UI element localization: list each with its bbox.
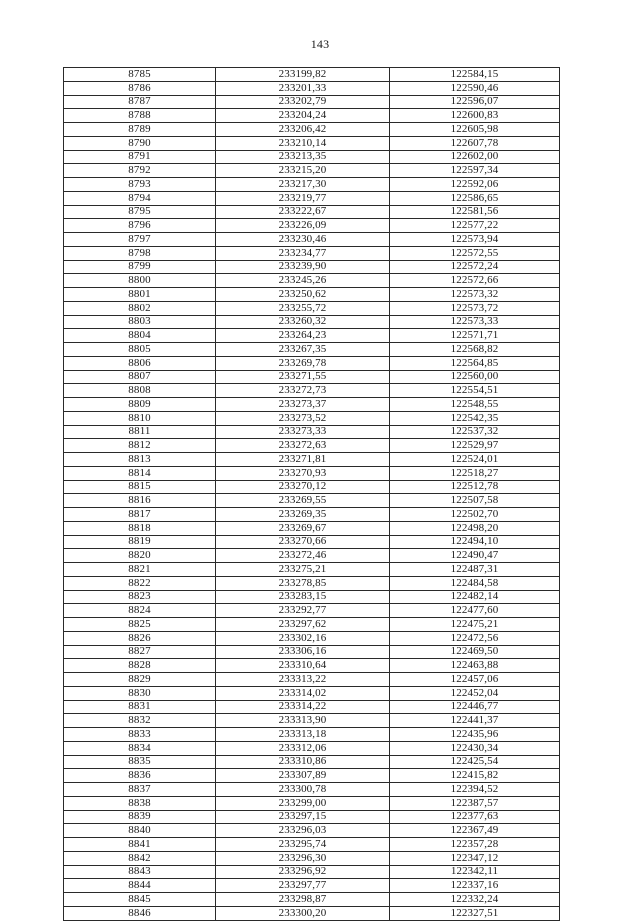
table-row (64, 576, 560, 590)
x-coordinate-cell: 233296,92 (216, 865, 390, 879)
table-row (64, 893, 560, 907)
point-number-cell: 8843 (64, 865, 216, 879)
table-row (64, 824, 560, 838)
y-coordinate-cell: 122596,07 (390, 95, 560, 109)
y-coordinate-cell: 122452,04 (390, 686, 560, 700)
x-coordinate-cell: 233296,03 (216, 824, 390, 838)
table-row (64, 700, 560, 714)
y-coordinate-cell: 122487,31 (390, 563, 560, 577)
x-coordinate-cell: 233245,26 (216, 274, 390, 288)
x-coordinate-cell: 233270,12 (216, 480, 390, 494)
y-coordinate-cell: 122572,66 (390, 274, 560, 288)
y-coordinate-cell: 122573,32 (390, 288, 560, 302)
point-number-cell: 8842 (64, 851, 216, 865)
x-coordinate-cell: 233292,77 (216, 604, 390, 618)
table-row (64, 68, 560, 82)
point-number-cell: 8790 (64, 136, 216, 150)
point-number-cell: 8817 (64, 508, 216, 522)
point-number-cell: 8832 (64, 714, 216, 728)
x-coordinate-cell: 233313,22 (216, 673, 390, 687)
point-number-cell: 8831 (64, 700, 216, 714)
point-number-cell: 8794 (64, 191, 216, 205)
y-coordinate-cell: 122529,97 (390, 439, 560, 453)
table-row (64, 81, 560, 95)
table-row (64, 728, 560, 742)
y-coordinate-cell: 122415,82 (390, 769, 560, 783)
point-number-cell: 8810 (64, 411, 216, 425)
x-coordinate-cell: 233314,02 (216, 686, 390, 700)
table-row (64, 494, 560, 508)
y-coordinate-cell: 122573,33 (390, 315, 560, 329)
y-coordinate-cell: 122573,72 (390, 301, 560, 315)
point-number-cell: 8825 (64, 618, 216, 632)
table-row (64, 411, 560, 425)
table-row (64, 95, 560, 109)
point-number-cell: 8797 (64, 233, 216, 247)
point-number-cell: 8823 (64, 590, 216, 604)
y-coordinate-cell: 122502,70 (390, 508, 560, 522)
x-coordinate-cell: 233217,30 (216, 178, 390, 192)
table-row (64, 590, 560, 604)
point-number-cell: 8846 (64, 906, 216, 920)
point-number-cell: 8808 (64, 384, 216, 398)
y-coordinate-cell: 122571,71 (390, 329, 560, 343)
table-row (64, 246, 560, 260)
y-coordinate-cell: 122542,35 (390, 411, 560, 425)
y-coordinate-cell: 122430,34 (390, 741, 560, 755)
y-coordinate-cell: 122568,82 (390, 343, 560, 357)
table-row (64, 191, 560, 205)
x-coordinate-cell: 233273,52 (216, 411, 390, 425)
table-row (64, 343, 560, 357)
point-number-cell: 8801 (64, 288, 216, 302)
y-coordinate-cell: 122564,85 (390, 356, 560, 370)
table-row (64, 686, 560, 700)
y-coordinate-cell: 122602,00 (390, 150, 560, 164)
x-coordinate-cell: 233297,62 (216, 618, 390, 632)
y-coordinate-cell: 122441,37 (390, 714, 560, 728)
table-row (64, 109, 560, 123)
table-row (64, 205, 560, 219)
point-number-cell: 8816 (64, 494, 216, 508)
x-coordinate-cell: 233296,30 (216, 851, 390, 865)
y-coordinate-cell: 122572,55 (390, 246, 560, 260)
point-number-cell: 8829 (64, 673, 216, 687)
y-coordinate-cell: 122590,46 (390, 81, 560, 95)
point-number-cell: 8812 (64, 439, 216, 453)
point-number-cell: 8789 (64, 123, 216, 137)
point-number-cell: 8811 (64, 425, 216, 439)
point-number-cell: 8839 (64, 810, 216, 824)
y-coordinate-cell: 122537,32 (390, 425, 560, 439)
table-row (64, 356, 560, 370)
y-coordinate-cell: 122518,27 (390, 466, 560, 480)
y-coordinate-cell: 122472,56 (390, 631, 560, 645)
point-number-cell: 8786 (64, 81, 216, 95)
table-row (64, 136, 560, 150)
y-coordinate-cell: 122507,58 (390, 494, 560, 508)
y-coordinate-cell: 122394,52 (390, 783, 560, 797)
table-row (64, 906, 560, 920)
point-number-cell: 8820 (64, 549, 216, 563)
table-row (64, 755, 560, 769)
x-coordinate-cell: 233313,18 (216, 728, 390, 742)
y-coordinate-cell: 122347,12 (390, 851, 560, 865)
table-row (64, 123, 560, 137)
point-number-cell: 8841 (64, 838, 216, 852)
table-row (64, 233, 560, 247)
point-number-cell: 8799 (64, 260, 216, 274)
table-row (64, 398, 560, 412)
table-row (64, 301, 560, 315)
point-number-cell: 8807 (64, 370, 216, 384)
table-row (64, 879, 560, 893)
y-coordinate-cell: 122475,21 (390, 618, 560, 632)
x-coordinate-cell: 233310,64 (216, 659, 390, 673)
y-coordinate-cell: 122605,98 (390, 123, 560, 137)
coordinates-table (63, 67, 560, 921)
y-coordinate-cell: 122548,55 (390, 398, 560, 412)
y-coordinate-cell: 122377,63 (390, 810, 560, 824)
x-coordinate-cell: 233226,09 (216, 219, 390, 233)
table-row (64, 549, 560, 563)
x-coordinate-cell: 233219,77 (216, 191, 390, 205)
y-coordinate-cell: 122367,49 (390, 824, 560, 838)
point-number-cell: 8815 (64, 480, 216, 494)
x-coordinate-cell: 233250,62 (216, 288, 390, 302)
x-coordinate-cell: 233199,82 (216, 68, 390, 82)
point-number-cell: 8802 (64, 301, 216, 315)
point-number-cell: 8818 (64, 521, 216, 535)
point-number-cell: 8795 (64, 205, 216, 219)
point-number-cell: 8838 (64, 796, 216, 810)
y-coordinate-cell: 122425,54 (390, 755, 560, 769)
point-number-cell: 8821 (64, 563, 216, 577)
table-row (64, 673, 560, 687)
x-coordinate-cell: 233307,89 (216, 769, 390, 783)
x-coordinate-cell: 233272,73 (216, 384, 390, 398)
x-coordinate-cell: 233312,06 (216, 741, 390, 755)
table-row (64, 838, 560, 852)
x-coordinate-cell: 233269,55 (216, 494, 390, 508)
table-row (64, 425, 560, 439)
x-coordinate-cell: 233272,63 (216, 439, 390, 453)
x-coordinate-cell: 233300,78 (216, 783, 390, 797)
x-coordinate-cell: 233269,67 (216, 521, 390, 535)
x-coordinate-cell: 233310,86 (216, 755, 390, 769)
point-number-cell: 8791 (64, 150, 216, 164)
point-number-cell: 8830 (64, 686, 216, 700)
y-coordinate-cell: 122490,47 (390, 549, 560, 563)
point-number-cell: 8803 (64, 315, 216, 329)
y-coordinate-cell: 122387,57 (390, 796, 560, 810)
point-number-cell: 8845 (64, 893, 216, 907)
x-coordinate-cell: 233297,15 (216, 810, 390, 824)
point-number-cell: 8837 (64, 783, 216, 797)
y-coordinate-cell: 122607,78 (390, 136, 560, 150)
x-coordinate-cell: 233222,67 (216, 205, 390, 219)
x-coordinate-cell: 233297,77 (216, 879, 390, 893)
x-coordinate-cell: 233275,21 (216, 563, 390, 577)
point-number-cell: 8798 (64, 246, 216, 260)
table-row (64, 563, 560, 577)
point-number-cell: 8827 (64, 645, 216, 659)
y-coordinate-cell: 122498,20 (390, 521, 560, 535)
point-number-cell: 8844 (64, 879, 216, 893)
y-coordinate-cell: 122332,24 (390, 893, 560, 907)
y-coordinate-cell: 122327,51 (390, 906, 560, 920)
x-coordinate-cell: 233313,90 (216, 714, 390, 728)
table-row (64, 851, 560, 865)
x-coordinate-cell: 233302,16 (216, 631, 390, 645)
page-number: 143 (310, 37, 330, 51)
point-number-cell: 8822 (64, 576, 216, 590)
table-row (64, 535, 560, 549)
y-coordinate-cell: 122342,11 (390, 865, 560, 879)
y-coordinate-cell: 122446,77 (390, 700, 560, 714)
y-coordinate-cell: 122482,14 (390, 590, 560, 604)
point-number-cell: 8787 (64, 95, 216, 109)
y-coordinate-cell: 122469,50 (390, 645, 560, 659)
x-coordinate-cell: 233239,90 (216, 260, 390, 274)
y-coordinate-cell: 122463,88 (390, 659, 560, 673)
table-row (64, 480, 560, 494)
x-coordinate-cell: 233271,81 (216, 453, 390, 467)
y-coordinate-cell: 122577,22 (390, 219, 560, 233)
point-number-cell: 8796 (64, 219, 216, 233)
y-coordinate-cell: 122584,15 (390, 68, 560, 82)
x-coordinate-cell: 233298,87 (216, 893, 390, 907)
coordinates-table-body (64, 68, 560, 921)
table-row (64, 796, 560, 810)
point-number-cell: 8804 (64, 329, 216, 343)
y-coordinate-cell: 122554,51 (390, 384, 560, 398)
table-row (64, 508, 560, 522)
x-coordinate-cell: 233213,35 (216, 150, 390, 164)
table-row (64, 370, 560, 384)
y-coordinate-cell: 122592,06 (390, 178, 560, 192)
point-number-cell: 8793 (64, 178, 216, 192)
y-coordinate-cell: 122512,78 (390, 480, 560, 494)
x-coordinate-cell: 233234,77 (216, 246, 390, 260)
x-coordinate-cell: 233273,37 (216, 398, 390, 412)
y-coordinate-cell: 122560,00 (390, 370, 560, 384)
x-coordinate-cell: 233202,79 (216, 95, 390, 109)
table-row (64, 618, 560, 632)
table-row (64, 769, 560, 783)
x-coordinate-cell: 233269,78 (216, 356, 390, 370)
x-coordinate-cell: 233260,32 (216, 315, 390, 329)
point-number-cell: 8833 (64, 728, 216, 742)
x-coordinate-cell: 233272,46 (216, 549, 390, 563)
table-row (64, 274, 560, 288)
table-row (64, 466, 560, 480)
x-coordinate-cell: 233210,14 (216, 136, 390, 150)
point-number-cell: 8805 (64, 343, 216, 357)
point-number-cell: 8824 (64, 604, 216, 618)
x-coordinate-cell: 233271,55 (216, 370, 390, 384)
table-row (64, 631, 560, 645)
x-coordinate-cell: 233270,66 (216, 535, 390, 549)
table-row (64, 219, 560, 233)
x-coordinate-cell: 233267,35 (216, 343, 390, 357)
point-number-cell: 8826 (64, 631, 216, 645)
table-row (64, 384, 560, 398)
table-row (64, 810, 560, 824)
table-row (64, 329, 560, 343)
y-coordinate-cell: 122494,10 (390, 535, 560, 549)
x-coordinate-cell: 233283,15 (216, 590, 390, 604)
table-row (64, 164, 560, 178)
point-number-cell: 8834 (64, 741, 216, 755)
table-row (64, 288, 560, 302)
table-row (64, 260, 560, 274)
x-coordinate-cell: 233215,20 (216, 164, 390, 178)
point-number-cell: 8819 (64, 535, 216, 549)
y-coordinate-cell: 122586,65 (390, 191, 560, 205)
point-number-cell: 8800 (64, 274, 216, 288)
point-number-cell: 8792 (64, 164, 216, 178)
table-row (64, 714, 560, 728)
x-coordinate-cell: 233299,00 (216, 796, 390, 810)
x-coordinate-cell: 233273,33 (216, 425, 390, 439)
x-coordinate-cell: 233270,93 (216, 466, 390, 480)
x-coordinate-cell: 233300,20 (216, 906, 390, 920)
y-coordinate-cell: 122572,24 (390, 260, 560, 274)
y-coordinate-cell: 122484,58 (390, 576, 560, 590)
table-row (64, 453, 560, 467)
x-coordinate-cell: 233264,23 (216, 329, 390, 343)
x-coordinate-cell: 233204,24 (216, 109, 390, 123)
table-row (64, 741, 560, 755)
x-coordinate-cell: 233206,42 (216, 123, 390, 137)
table-row (64, 604, 560, 618)
table-row (64, 439, 560, 453)
x-coordinate-cell: 233201,33 (216, 81, 390, 95)
point-number-cell: 8813 (64, 453, 216, 467)
y-coordinate-cell: 122600,83 (390, 109, 560, 123)
table-row (64, 150, 560, 164)
point-number-cell: 8788 (64, 109, 216, 123)
table-row (64, 659, 560, 673)
y-coordinate-cell: 122477,60 (390, 604, 560, 618)
table-row (64, 315, 560, 329)
y-coordinate-cell: 122524,01 (390, 453, 560, 467)
x-coordinate-cell: 233255,72 (216, 301, 390, 315)
point-number-cell: 8809 (64, 398, 216, 412)
x-coordinate-cell: 233230,46 (216, 233, 390, 247)
y-coordinate-cell: 122435,96 (390, 728, 560, 742)
table-row (64, 521, 560, 535)
point-number-cell: 8836 (64, 769, 216, 783)
table-row (64, 645, 560, 659)
x-coordinate-cell: 233278,85 (216, 576, 390, 590)
x-coordinate-cell: 233295,74 (216, 838, 390, 852)
table-row (64, 865, 560, 879)
table-row (64, 178, 560, 192)
y-coordinate-cell: 122357,28 (390, 838, 560, 852)
point-number-cell: 8814 (64, 466, 216, 480)
y-coordinate-cell: 122337,16 (390, 879, 560, 893)
point-number-cell: 8806 (64, 356, 216, 370)
y-coordinate-cell: 122457,06 (390, 673, 560, 687)
y-coordinate-cell: 122573,94 (390, 233, 560, 247)
x-coordinate-cell: 233269,35 (216, 508, 390, 522)
point-number-cell: 8828 (64, 659, 216, 673)
y-coordinate-cell: 122581,56 (390, 205, 560, 219)
y-coordinate-cell: 122597,34 (390, 164, 560, 178)
point-number-cell: 8785 (64, 68, 216, 82)
table-row (64, 783, 560, 797)
x-coordinate-cell: 233314,22 (216, 700, 390, 714)
point-number-cell: 8835 (64, 755, 216, 769)
x-coordinate-cell: 233306,16 (216, 645, 390, 659)
point-number-cell: 8840 (64, 824, 216, 838)
